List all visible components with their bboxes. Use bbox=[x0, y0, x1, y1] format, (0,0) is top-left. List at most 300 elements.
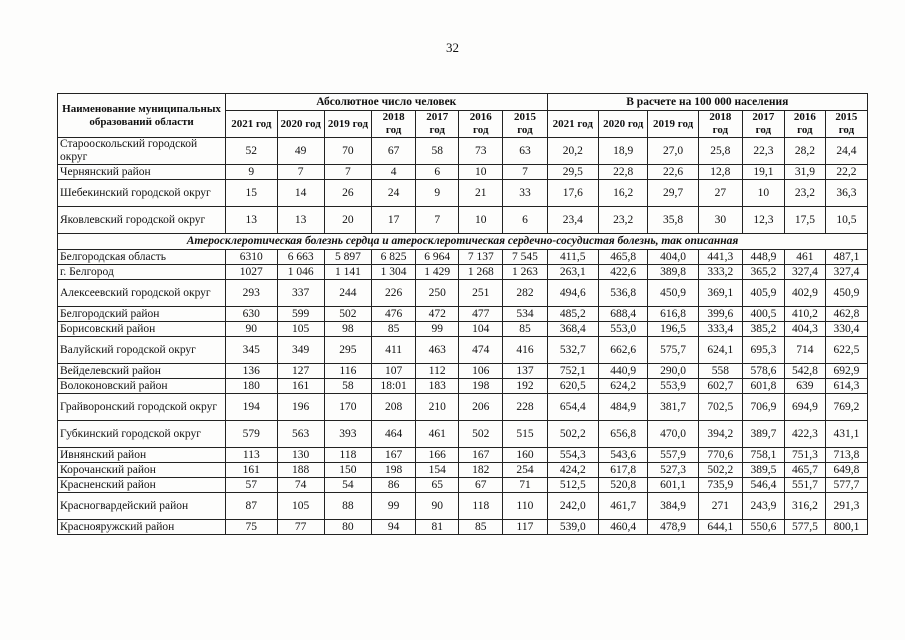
absolute-value-cell: 80 bbox=[324, 520, 371, 535]
absolute-value-cell: 534 bbox=[503, 307, 547, 322]
rate-value-cell: 381,7 bbox=[648, 394, 698, 421]
absolute-value-cell: 116 bbox=[324, 364, 371, 379]
absolute-value-cell: 150 bbox=[324, 463, 371, 478]
table-row bbox=[58, 421, 868, 448]
rate-value-cell: 539,0 bbox=[547, 520, 598, 535]
absolute-value-cell: 21 bbox=[459, 180, 503, 207]
rate-value-cell: 23,2 bbox=[599, 207, 648, 234]
rate-value-cell: 542,8 bbox=[784, 364, 825, 379]
rate-value-cell: 494,6 bbox=[547, 280, 598, 307]
rate-value-cell: 29,5 bbox=[547, 165, 598, 180]
table-header bbox=[58, 94, 868, 138]
rate-value-cell: 22,6 bbox=[648, 165, 698, 180]
rate-value-cell: 662,6 bbox=[599, 337, 648, 364]
absolute-value-cell: 10 bbox=[459, 165, 503, 180]
year-header-abs: 2015 год bbox=[503, 111, 547, 138]
absolute-value-cell: 196 bbox=[277, 394, 324, 421]
rate-value-cell: 333,2 bbox=[698, 265, 742, 280]
absolute-value-cell: 67 bbox=[459, 478, 503, 493]
rate-value-cell: 196,5 bbox=[648, 322, 698, 337]
table-row bbox=[58, 180, 868, 207]
rate-value-cell: 695,3 bbox=[742, 337, 784, 364]
rate-value-cell: 19,1 bbox=[742, 165, 784, 180]
absolute-value-cell: 477 bbox=[459, 307, 503, 322]
absolute-value-cell: 86 bbox=[372, 478, 416, 493]
rate-value-cell: 578,6 bbox=[742, 364, 784, 379]
table-row bbox=[58, 463, 868, 478]
absolute-value-cell: 502 bbox=[459, 421, 503, 448]
rate-value-cell: 702,5 bbox=[698, 394, 742, 421]
rate-value-cell: 624,2 bbox=[599, 379, 648, 394]
absolute-value-cell: 81 bbox=[416, 520, 459, 535]
per100k-group-header: В расчете на 100 000 населения bbox=[547, 94, 867, 111]
rate-value-cell: 385,2 bbox=[742, 322, 784, 337]
rate-value-cell: 389,5 bbox=[742, 463, 784, 478]
rate-value-cell: 410,2 bbox=[784, 307, 825, 322]
rate-value-cell: 441,3 bbox=[698, 250, 742, 265]
absolute-value-cell: 107 bbox=[372, 364, 416, 379]
absolute-value-cell: 71 bbox=[503, 478, 547, 493]
rate-value-cell: 18,9 bbox=[599, 138, 648, 165]
table-row bbox=[58, 307, 868, 322]
absolute-value-cell: 1 141 bbox=[324, 265, 371, 280]
rate-value-cell: 22,3 bbox=[742, 138, 784, 165]
absolute-value-cell: 49 bbox=[277, 138, 324, 165]
table-row bbox=[58, 448, 868, 463]
absolute-value-cell: 228 bbox=[503, 394, 547, 421]
year-header-rate: 2017 год bbox=[742, 111, 784, 138]
absolute-value-cell: 6 663 bbox=[277, 250, 324, 265]
absolute-value-cell: 198 bbox=[459, 379, 503, 394]
rate-value-cell: 462,8 bbox=[825, 307, 867, 322]
rate-value-cell: 24,4 bbox=[825, 138, 867, 165]
absolute-value-cell: 94 bbox=[372, 520, 416, 535]
rate-value-cell: 27,0 bbox=[648, 138, 698, 165]
absolute-value-cell: 98 bbox=[324, 322, 371, 337]
rate-value-cell: 31,9 bbox=[784, 165, 825, 180]
rate-value-cell: 369,1 bbox=[698, 280, 742, 307]
rate-value-cell: 714 bbox=[784, 337, 825, 364]
table-row bbox=[58, 493, 868, 520]
absolute-value-cell: 85 bbox=[459, 520, 503, 535]
rate-value-cell: 17,6 bbox=[547, 180, 598, 207]
rate-value-cell: 465,8 bbox=[599, 250, 648, 265]
rate-value-cell: 460,4 bbox=[599, 520, 648, 535]
absolute-value-cell: 99 bbox=[416, 322, 459, 337]
municipality-name: Старооскольский городской округ bbox=[58, 138, 226, 165]
absolute-value-cell: 1 304 bbox=[372, 265, 416, 280]
rate-value-cell: 644,1 bbox=[698, 520, 742, 535]
absolute-value-cell: 282 bbox=[503, 280, 547, 307]
year-header-rate: 2020 год bbox=[599, 111, 648, 138]
year-header-abs: 2018 год bbox=[372, 111, 416, 138]
rate-value-cell: 800,1 bbox=[825, 520, 867, 535]
rate-value-cell: 617,8 bbox=[599, 463, 648, 478]
absolute-value-cell: 90 bbox=[226, 322, 277, 337]
absolute-value-cell: 461 bbox=[416, 421, 459, 448]
absolute-value-cell: 112 bbox=[416, 364, 459, 379]
absolute-value-cell: 6 964 bbox=[416, 250, 459, 265]
absolute-value-cell: 26 bbox=[324, 180, 371, 207]
absolute-value-cell: 87 bbox=[226, 493, 277, 520]
absolute-value-cell: 136 bbox=[226, 364, 277, 379]
rate-value-cell: 577,7 bbox=[825, 478, 867, 493]
absolute-value-cell: 10 bbox=[459, 207, 503, 234]
rate-value-cell: 17,5 bbox=[784, 207, 825, 234]
absolute-value-cell: 1 046 bbox=[277, 265, 324, 280]
table-row bbox=[58, 379, 868, 394]
absolute-value-cell: 15 bbox=[226, 180, 277, 207]
absolute-value-cell: 208 bbox=[372, 394, 416, 421]
rate-value-cell: 448,9 bbox=[742, 250, 784, 265]
absolute-value-cell: 105 bbox=[277, 322, 324, 337]
absolute-value-cell: 90 bbox=[416, 493, 459, 520]
absolute-value-cell: 198 bbox=[372, 463, 416, 478]
absolute-value-cell: 170 bbox=[324, 394, 371, 421]
rate-value-cell: 575,7 bbox=[648, 337, 698, 364]
absolute-value-cell: 7 bbox=[503, 165, 547, 180]
absolute-value-cell: 17 bbox=[372, 207, 416, 234]
absolute-value-cell: 65 bbox=[416, 478, 459, 493]
municipality-name: Белгородская область bbox=[58, 250, 226, 265]
absolute-value-cell: 210 bbox=[416, 394, 459, 421]
table-row bbox=[58, 138, 868, 165]
rate-value-cell: 327,4 bbox=[784, 265, 825, 280]
rate-value-cell: 484,9 bbox=[599, 394, 648, 421]
rate-value-cell: 543,6 bbox=[599, 448, 648, 463]
rate-value-cell: 394,2 bbox=[698, 421, 742, 448]
municipality-name: Красненский район bbox=[58, 478, 226, 493]
rate-value-cell: 271 bbox=[698, 493, 742, 520]
absolute-value-cell: 393 bbox=[324, 421, 371, 448]
absolute-value-cell: 295 bbox=[324, 337, 371, 364]
absolute-value-cell: 63 bbox=[503, 138, 547, 165]
absolute-value-cell: 194 bbox=[226, 394, 277, 421]
rate-value-cell: 558 bbox=[698, 364, 742, 379]
rate-value-cell: 384,9 bbox=[648, 493, 698, 520]
rate-value-cell: 512,5 bbox=[547, 478, 598, 493]
table-row bbox=[58, 265, 868, 280]
absolute-value-cell: 4 bbox=[372, 165, 416, 180]
absolute-value-cell: 14 bbox=[277, 180, 324, 207]
rate-value-cell: 16,2 bbox=[599, 180, 648, 207]
name-column-header: Наименование муниципальных образований области bbox=[58, 94, 226, 138]
rate-value-cell: 694,9 bbox=[784, 394, 825, 421]
municipality-name: Волоконовский район bbox=[58, 379, 226, 394]
rate-value-cell: 242,0 bbox=[547, 493, 598, 520]
rate-value-cell: 23,4 bbox=[547, 207, 598, 234]
table-row bbox=[58, 322, 868, 337]
municipality-name: Чернянский район bbox=[58, 165, 226, 180]
table-row bbox=[58, 337, 868, 364]
rate-value-cell: 411,5 bbox=[547, 250, 598, 265]
absolute-value-cell: 118 bbox=[459, 493, 503, 520]
rate-value-cell: 546,4 bbox=[742, 478, 784, 493]
rate-value-cell: 735,9 bbox=[698, 478, 742, 493]
absolute-value-cell: 104 bbox=[459, 322, 503, 337]
absolute-value-cell: 244 bbox=[324, 280, 371, 307]
municipality-name: г. Белгород bbox=[58, 265, 226, 280]
absolute-value-cell: 6 bbox=[416, 165, 459, 180]
rate-value-cell: 10,5 bbox=[825, 207, 867, 234]
rate-value-cell: 461,7 bbox=[599, 493, 648, 520]
absolute-value-cell: 75 bbox=[226, 520, 277, 535]
absolute-value-cell: 7 bbox=[277, 165, 324, 180]
absolute-value-cell: 182 bbox=[459, 463, 503, 478]
rate-value-cell: 12,8 bbox=[698, 165, 742, 180]
rate-value-cell: 263,1 bbox=[547, 265, 598, 280]
year-header-rate: 2018 год bbox=[698, 111, 742, 138]
absolute-value-cell: 13 bbox=[226, 207, 277, 234]
year-header-abs: 2016 год bbox=[459, 111, 503, 138]
rate-value-cell: 27 bbox=[698, 180, 742, 207]
table-row bbox=[58, 520, 868, 535]
rate-value-cell: 404,0 bbox=[648, 250, 698, 265]
municipality-name: Грайворонский городской округ bbox=[58, 394, 226, 421]
year-header-abs: 2021 год bbox=[226, 111, 277, 138]
absolute-value-cell: 1 268 bbox=[459, 265, 503, 280]
absolute-value-cell: 254 bbox=[503, 463, 547, 478]
rate-value-cell: 450,9 bbox=[825, 280, 867, 307]
absolute-value-cell: 579 bbox=[226, 421, 277, 448]
rate-value-cell: 291,3 bbox=[825, 493, 867, 520]
absolute-value-cell: 9 bbox=[226, 165, 277, 180]
year-header-rate: 2015 год bbox=[825, 111, 867, 138]
rate-value-cell: 431,1 bbox=[825, 421, 867, 448]
absolute-value-cell: 113 bbox=[226, 448, 277, 463]
rate-value-cell: 656,8 bbox=[599, 421, 648, 448]
year-header-rate: 2016 год bbox=[784, 111, 825, 138]
rate-value-cell: 29,7 bbox=[648, 180, 698, 207]
rate-value-cell: 553,0 bbox=[599, 322, 648, 337]
rate-value-cell: 330,4 bbox=[825, 322, 867, 337]
rate-value-cell: 616,8 bbox=[648, 307, 698, 322]
absolute-value-cell: 337 bbox=[277, 280, 324, 307]
rate-value-cell: 399,6 bbox=[698, 307, 742, 322]
absolute-value-cell: 58 bbox=[324, 379, 371, 394]
rate-value-cell: 25,8 bbox=[698, 138, 742, 165]
rate-value-cell: 35,8 bbox=[648, 207, 698, 234]
absolute-value-cell: 166 bbox=[416, 448, 459, 463]
rate-value-cell: 10 bbox=[742, 180, 784, 207]
absolute-value-cell: 77 bbox=[277, 520, 324, 535]
rate-value-cell: 422,3 bbox=[784, 421, 825, 448]
absolute-value-cell: 167 bbox=[459, 448, 503, 463]
rate-value-cell: 769,2 bbox=[825, 394, 867, 421]
municipality-name: Яковлевский городской округ bbox=[58, 207, 226, 234]
rate-value-cell: 688,4 bbox=[599, 307, 648, 322]
rate-value-cell: 713,8 bbox=[825, 448, 867, 463]
absolute-value-cell: 463 bbox=[416, 337, 459, 364]
absolute-value-cell: 416 bbox=[503, 337, 547, 364]
rate-value-cell: 389,7 bbox=[742, 421, 784, 448]
absolute-value-cell: 474 bbox=[459, 337, 503, 364]
statistics-table bbox=[57, 93, 868, 535]
absolute-value-cell: 6310 bbox=[226, 250, 277, 265]
rate-value-cell: 601,1 bbox=[648, 478, 698, 493]
municipality-name: Корочанский район bbox=[58, 463, 226, 478]
absolute-value-cell: 52 bbox=[226, 138, 277, 165]
absolute-value-cell: 9 bbox=[416, 180, 459, 207]
rate-value-cell: 487,1 bbox=[825, 250, 867, 265]
rate-value-cell: 12,3 bbox=[742, 207, 784, 234]
rate-value-cell: 654,4 bbox=[547, 394, 598, 421]
absolute-value-cell: 99 bbox=[372, 493, 416, 520]
absolute-value-cell: 5 897 bbox=[324, 250, 371, 265]
absolute-group-header: Абсолютное число человек bbox=[226, 94, 547, 111]
absolute-value-cell: 1 263 bbox=[503, 265, 547, 280]
rate-value-cell: 577,5 bbox=[784, 520, 825, 535]
rate-value-cell: 601,8 bbox=[742, 379, 784, 394]
absolute-value-cell: 106 bbox=[459, 364, 503, 379]
rate-value-cell: 424,2 bbox=[547, 463, 598, 478]
absolute-value-cell: 476 bbox=[372, 307, 416, 322]
rate-value-cell: 28,2 bbox=[784, 138, 825, 165]
rate-value-cell: 22,2 bbox=[825, 165, 867, 180]
absolute-value-cell: 515 bbox=[503, 421, 547, 448]
absolute-value-cell: 7 137 bbox=[459, 250, 503, 265]
absolute-value-cell: 349 bbox=[277, 337, 324, 364]
absolute-value-cell: 6 bbox=[503, 207, 547, 234]
absolute-value-cell: 161 bbox=[226, 463, 277, 478]
rate-value-cell: 402,9 bbox=[784, 280, 825, 307]
rate-value-cell: 389,8 bbox=[648, 265, 698, 280]
absolute-value-cell: 24 bbox=[372, 180, 416, 207]
rate-value-cell: 751,3 bbox=[784, 448, 825, 463]
absolute-value-cell: 226 bbox=[372, 280, 416, 307]
rate-value-cell: 400,5 bbox=[742, 307, 784, 322]
absolute-value-cell: 411 bbox=[372, 337, 416, 364]
absolute-value-cell: 563 bbox=[277, 421, 324, 448]
rate-value-cell: 614,3 bbox=[825, 379, 867, 394]
absolute-value-cell: 160 bbox=[503, 448, 547, 463]
rate-value-cell: 520,8 bbox=[599, 478, 648, 493]
absolute-value-cell: 85 bbox=[372, 322, 416, 337]
absolute-value-cell: 13 bbox=[277, 207, 324, 234]
rate-value-cell: 22,8 bbox=[599, 165, 648, 180]
absolute-value-cell: 7 bbox=[324, 165, 371, 180]
municipality-name: Губкинский городской округ bbox=[58, 421, 226, 448]
absolute-value-cell: 464 bbox=[372, 421, 416, 448]
absolute-value-cell: 73 bbox=[459, 138, 503, 165]
absolute-value-cell: 188 bbox=[277, 463, 324, 478]
rate-value-cell: 333,4 bbox=[698, 322, 742, 337]
absolute-value-cell: 6 825 bbox=[372, 250, 416, 265]
absolute-value-cell: 7 bbox=[416, 207, 459, 234]
rate-value-cell: 327,4 bbox=[825, 265, 867, 280]
rate-value-cell: 554,3 bbox=[547, 448, 598, 463]
absolute-value-cell: 154 bbox=[416, 463, 459, 478]
municipality-name: Ивнянский район bbox=[58, 448, 226, 463]
table-row bbox=[58, 280, 868, 307]
absolute-value-cell: 1 429 bbox=[416, 265, 459, 280]
absolute-value-cell: 18:01 bbox=[372, 379, 416, 394]
municipality-name: Валуйский городской округ bbox=[58, 337, 226, 364]
rate-value-cell: 461 bbox=[784, 250, 825, 265]
rate-value-cell: 36,3 bbox=[825, 180, 867, 207]
municipality-name: Красногвардейский район bbox=[58, 493, 226, 520]
table-row bbox=[58, 250, 868, 265]
absolute-value-cell: 130 bbox=[277, 448, 324, 463]
table-row bbox=[58, 165, 868, 180]
section-title: Атеросклеротическая болезнь сердца и атеросклеротическая сердечно-сосудистая болезнь, так описанная bbox=[58, 234, 868, 250]
rate-value-cell: 553,9 bbox=[648, 379, 698, 394]
municipality-name: Борисовский район bbox=[58, 322, 226, 337]
rate-value-cell: 404,3 bbox=[784, 322, 825, 337]
year-header-abs: 2019 год bbox=[324, 111, 371, 138]
year-header-rate: 2019 год bbox=[648, 111, 698, 138]
rate-value-cell: 532,7 bbox=[547, 337, 598, 364]
year-header-rate: 2021 год bbox=[547, 111, 598, 138]
absolute-value-cell: 251 bbox=[459, 280, 503, 307]
rate-value-cell: 465,7 bbox=[784, 463, 825, 478]
absolute-value-cell: 85 bbox=[503, 322, 547, 337]
municipality-name: Шебекинский городской округ bbox=[58, 180, 226, 207]
rate-value-cell: 622,5 bbox=[825, 337, 867, 364]
municipality-name: Алексеевский городской округ bbox=[58, 280, 226, 307]
absolute-value-cell: 105 bbox=[277, 493, 324, 520]
absolute-value-cell: 137 bbox=[503, 364, 547, 379]
absolute-value-cell: 630 bbox=[226, 307, 277, 322]
rate-value-cell: 23,2 bbox=[784, 180, 825, 207]
absolute-value-cell: 88 bbox=[324, 493, 371, 520]
rate-value-cell: 550,6 bbox=[742, 520, 784, 535]
absolute-value-cell: 58 bbox=[416, 138, 459, 165]
absolute-value-cell: 110 bbox=[503, 493, 547, 520]
rate-value-cell: 440,9 bbox=[599, 364, 648, 379]
absolute-value-cell: 70 bbox=[324, 138, 371, 165]
municipality-name: Краснояружский район bbox=[58, 520, 226, 535]
page-number: 32 bbox=[446, 40, 459, 55]
absolute-value-cell: 74 bbox=[277, 478, 324, 493]
absolute-value-cell: 1027 bbox=[226, 265, 277, 280]
absolute-value-cell: 192 bbox=[503, 379, 547, 394]
rate-value-cell: 365,2 bbox=[742, 265, 784, 280]
absolute-value-cell: 599 bbox=[277, 307, 324, 322]
rate-value-cell: 450,9 bbox=[648, 280, 698, 307]
absolute-value-cell: 67 bbox=[372, 138, 416, 165]
absolute-value-cell: 118 bbox=[324, 448, 371, 463]
rate-value-cell: 470,0 bbox=[648, 421, 698, 448]
section-row bbox=[58, 234, 868, 250]
absolute-value-cell: 180 bbox=[226, 379, 277, 394]
year-header-abs: 2020 год bbox=[277, 111, 324, 138]
rate-value-cell: 620,5 bbox=[547, 379, 598, 394]
year-header-abs: 2017 год bbox=[416, 111, 459, 138]
rate-value-cell: 602,7 bbox=[698, 379, 742, 394]
absolute-value-cell: 250 bbox=[416, 280, 459, 307]
rate-value-cell: 557,9 bbox=[648, 448, 698, 463]
table-row bbox=[58, 478, 868, 493]
absolute-value-cell: 20 bbox=[324, 207, 371, 234]
rate-value-cell: 405,9 bbox=[742, 280, 784, 307]
absolute-value-cell: 7 545 bbox=[503, 250, 547, 265]
absolute-value-cell: 206 bbox=[459, 394, 503, 421]
absolute-value-cell: 502 bbox=[324, 307, 371, 322]
absolute-value-cell: 167 bbox=[372, 448, 416, 463]
absolute-value-cell: 183 bbox=[416, 379, 459, 394]
absolute-value-cell: 117 bbox=[503, 520, 547, 535]
absolute-value-cell: 472 bbox=[416, 307, 459, 322]
rate-value-cell: 502,2 bbox=[698, 463, 742, 478]
rate-value-cell: 752,1 bbox=[547, 364, 598, 379]
rate-value-cell: 30 bbox=[698, 207, 742, 234]
rate-value-cell: 527,3 bbox=[648, 463, 698, 478]
absolute-value-cell: 161 bbox=[277, 379, 324, 394]
rate-value-cell: 770,6 bbox=[698, 448, 742, 463]
absolute-value-cell: 127 bbox=[277, 364, 324, 379]
rate-value-cell: 485,2 bbox=[547, 307, 598, 322]
